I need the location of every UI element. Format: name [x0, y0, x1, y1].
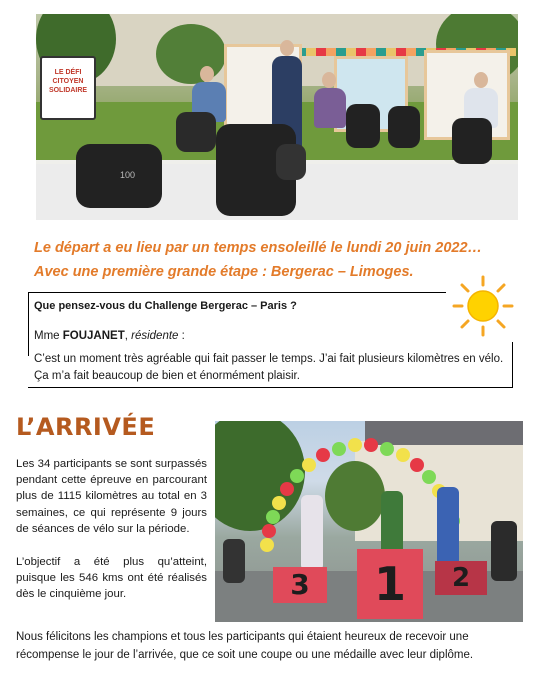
- person-head: [280, 40, 294, 56]
- speaker-prefix: Mme: [34, 330, 63, 342]
- photo-bikes-garden: [36, 14, 518, 220]
- podium-first: 1: [357, 549, 423, 619]
- exercise-bike: [388, 106, 420, 148]
- box-border-bottom: [28, 387, 513, 388]
- speaker-role: résidente: [131, 330, 179, 342]
- exercise-bike: [223, 539, 245, 583]
- final-paragraph: Nous félicitons les champions et tous les participants qui étaient heureux de recevoir une récompense le jour de l’arrivée, que ce soit une coupe ou une médaille avec leur diplôme.: [16, 631, 474, 661]
- photo-podium: [215, 421, 523, 622]
- exercise-bike-front: [76, 144, 162, 208]
- person-head: [474, 72, 488, 88]
- podium-second: 2: [435, 561, 487, 595]
- interview-box: [28, 292, 512, 388]
- arrivee-paragraph-2: L’objectif a été plus qu’atteint, puisque les 546 kms ont été réalisés dès le cinquième jour.: [16, 556, 207, 601]
- person-head: [322, 72, 336, 88]
- person-head: [200, 66, 214, 82]
- box-border-left: [28, 292, 29, 356]
- interview-question: Que pensez-vous du Challenge Bergerac – Paris ?: [34, 300, 297, 312]
- person: [437, 487, 459, 571]
- interview-answer: C’est un moment très agréable qui fait passer le temps. J’ai fait plusieurs kilomètres en vélo. Ça m’a fait beaucoup de bien et énormément plaisir.: [34, 353, 504, 382]
- caption-line-2: Avec une première grande étape : Bergerac – Limoges.: [34, 264, 414, 280]
- bike-display: 100: [120, 170, 136, 180]
- person: [314, 88, 346, 128]
- speaker-line: [34, 328, 185, 345]
- speaker-suffix: :: [178, 330, 185, 342]
- exercise-bike: [452, 118, 492, 164]
- sign-text: LE DÉFI CITOYEN SOLIDAIRE: [48, 69, 88, 94]
- arrivee-paragraph-1: Les 34 participants se sont surpassés pendant cette épreuve en parcourant plus de 1115 kilomètres au total en 3 semaines, ce qui représente 9 jours de séances de vélo sur la période.: [16, 458, 207, 535]
- speaker-sep: ,: [124, 330, 132, 342]
- exercise-bike: [346, 104, 380, 148]
- event-sign: [40, 56, 96, 120]
- tree: [156, 24, 226, 84]
- caption-line-1: Le départ a eu lieu par un temps ensoleillé le lundi 20 juin 2022…: [34, 240, 483, 256]
- exercise-bike: [176, 112, 216, 152]
- speaker-name: FOUJANET: [62, 330, 125, 342]
- sun-icon: [452, 275, 514, 337]
- person: [301, 495, 323, 571]
- bike-pedal: [276, 144, 306, 180]
- box-border-top: [28, 292, 446, 293]
- box-border-right: [512, 342, 513, 388]
- exercise-bike: [491, 521, 517, 581]
- section-heading: L’ARRIVÉE: [16, 413, 156, 441]
- podium-third: 3: [273, 567, 327, 603]
